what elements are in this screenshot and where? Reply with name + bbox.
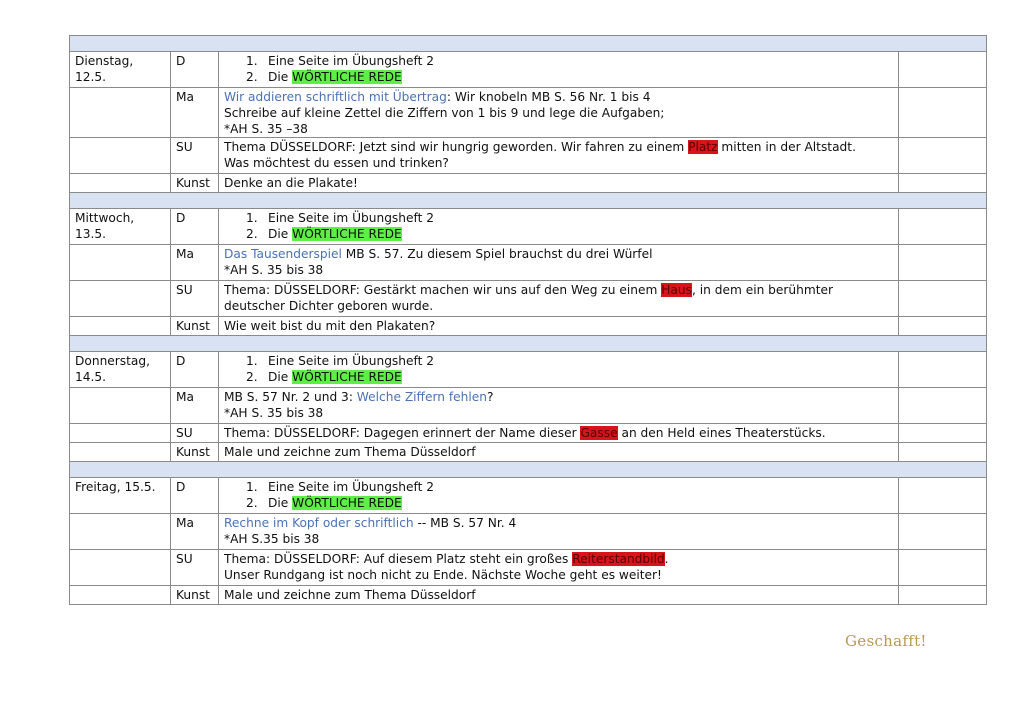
day-cell — [70, 174, 171, 193]
day-cell — [70, 52, 171, 88]
separator-row — [70, 336, 987, 352]
task-text: *AH S. 35 –38 — [224, 122, 308, 136]
extra-cell — [899, 138, 987, 174]
task-cell: Denke an die Plakate! — [219, 174, 899, 193]
extra-cell — [899, 88, 987, 138]
table-row — [70, 317, 987, 336]
extra-cell — [899, 550, 987, 586]
table-row — [70, 586, 987, 605]
task-cell: Male und zeichne zum Thema Düsseldorf — [219, 443, 899, 462]
highlight-red: Reiterstandbild — [572, 552, 665, 566]
extra-cell — [899, 478, 987, 514]
subject-cell: D — [171, 209, 219, 245]
table-row — [70, 209, 987, 245]
day-date: 13.5. — [75, 227, 107, 241]
list-item: 2. Die WÖRTLICHE REDE — [246, 70, 402, 84]
task-text: Was möchtest du essen und trinken? — [224, 156, 449, 170]
task-cell — [219, 52, 899, 88]
day-name: Mittwoch, — [75, 211, 135, 225]
task-cell: MB S. 57 Nr. 2 und 3: Welche Ziffern fehlen? *AH S. 35 bis 38 — [219, 388, 899, 424]
task-text: Unser Rundgang ist noch nicht zu Ende. Nächste Woche geht es weiter! — [224, 568, 662, 582]
subject-cell: D — [171, 352, 219, 388]
subject-cell: SU — [171, 138, 219, 174]
day-cell — [70, 443, 171, 462]
task-cell: Thema DÜSSELDORF: Jetzt sind wir hungrig geworden. Wir fahren zu einem Platz mitten in der Altstadt. Was möchtest du essen und trinken? — [219, 138, 899, 174]
extra-cell — [899, 52, 987, 88]
day-cell — [70, 478, 171, 514]
day-date: 12.5. — [75, 70, 107, 84]
task-cell: Wie weit bist du mit den Plakaten? — [219, 317, 899, 336]
extra-cell — [899, 424, 987, 443]
task-cell: Wir addieren schriftlich mit Übertrag: Wir knobeln MB S. 56 Nr. 1 bis 4 Schreibe auf kleine Zettel die Ziffern von 1 bis 9 und lege die Aufgaben; *AH S. 35 –38 — [219, 88, 899, 138]
day-cell — [70, 209, 171, 245]
done-label: Geschafft! — [845, 632, 927, 650]
table-row — [70, 245, 987, 281]
highlight-green: WÖRTLICHE REDE — [292, 496, 402, 510]
subject-cell: Ma — [171, 245, 219, 281]
extra-cell — [899, 174, 987, 193]
table-row — [70, 388, 987, 424]
task-cell: Rechne im Kopf oder schriftlich -- MB S. 57 Nr. 4 *AH S.35 bis 38 — [219, 514, 899, 550]
subject-cell: Ma — [171, 88, 219, 138]
task-cell: Thema: DÜSSELDORF: Auf diesem Platz steht ein großes Reiterstandbild. Unser Rundgang ist noch nicht zu Ende. Nächste Woche geht es weiter! — [219, 550, 899, 586]
task-text: Schreibe auf kleine Zettel die Ziffern von 1 bis 9 und lege die Aufgaben; — [224, 106, 665, 120]
list-item: 2. Die WÖRTLICHE REDE — [246, 227, 402, 241]
task-text: *AH S. 35 bis 38 — [224, 406, 324, 420]
weekly-plan-table — [69, 35, 987, 605]
separator-row — [70, 462, 987, 478]
highlight-green: WÖRTLICHE REDE — [292, 370, 402, 384]
task-link[interactable]: Das Tausenderspiel — [224, 247, 342, 261]
table-row — [70, 478, 987, 514]
extra-cell — [899, 317, 987, 336]
task-cell — [219, 209, 899, 245]
extra-cell — [899, 388, 987, 424]
list-item: 2. Die WÖRTLICHE REDE — [246, 496, 402, 510]
task-cell: Male und zeichne zum Thema Düsseldorf — [219, 586, 899, 605]
extra-cell — [899, 352, 987, 388]
day-name: Freitag, 15.5. — [75, 480, 156, 494]
table-row — [70, 443, 987, 462]
day-cell — [70, 550, 171, 586]
day-cell — [70, 88, 171, 138]
task-text: *AH S.35 bis 38 — [224, 532, 320, 546]
extra-cell — [899, 281, 987, 317]
day-cell — [70, 388, 171, 424]
table-row — [70, 52, 987, 88]
subject-cell: SU — [171, 281, 219, 317]
list-item: 2. Die WÖRTLICHE REDE — [246, 370, 402, 384]
day-cell — [70, 352, 171, 388]
day-cell — [70, 514, 171, 550]
subject-cell: SU — [171, 550, 219, 586]
table-row — [70, 88, 987, 138]
separator-row — [70, 36, 987, 52]
day-cell — [70, 138, 171, 174]
day-name: Dienstag, — [75, 54, 134, 68]
task-text: *AH S. 35 bis 38 — [224, 263, 324, 277]
separator-row — [70, 193, 987, 209]
subject-cell: Ma — [171, 388, 219, 424]
highlight-red: Haus — [661, 283, 692, 297]
subject-cell: Ma — [171, 514, 219, 550]
day-name: Donnerstag, — [75, 354, 151, 368]
day-cell — [70, 281, 171, 317]
task-cell — [219, 478, 899, 514]
task-link[interactable]: Wir addieren schriftlich mit Übertrag — [224, 90, 447, 104]
table-row — [70, 514, 987, 550]
table-row — [70, 281, 987, 317]
table-row — [70, 174, 987, 193]
highlight-green: WÖRTLICHE REDE — [292, 227, 402, 241]
task-cell: Thema: DÜSSELDORF: Gestärkt machen wir uns auf den Weg zu einem Haus, in dem ein berühmter deutscher Dichter geboren wurde. — [219, 281, 899, 317]
day-date: 14.5. — [75, 370, 107, 384]
list-item: 1. Eine Seite im Übungsheft 2 — [246, 480, 434, 494]
day-cell — [70, 424, 171, 443]
extra-cell — [899, 514, 987, 550]
list-item: 1. Eine Seite im Übungsheft 2 — [246, 211, 434, 225]
task-cell — [219, 352, 899, 388]
highlight-green: WÖRTLICHE REDE — [292, 70, 402, 84]
table-row — [70, 424, 987, 443]
subject-cell: D — [171, 52, 219, 88]
task-link[interactable]: Welche Ziffern fehlen — [356, 390, 487, 404]
highlight-red: Gasse — [580, 426, 618, 440]
table-row — [70, 352, 987, 388]
day-cell — [70, 586, 171, 605]
highlight-red: Platz — [688, 140, 718, 154]
task-link[interactable]: Rechne im Kopf oder schriftlich — [224, 516, 414, 530]
extra-cell — [899, 443, 987, 462]
subject-cell: Kunst — [171, 174, 219, 193]
table-row — [70, 550, 987, 586]
subject-cell: Kunst — [171, 586, 219, 605]
task-cell: Das Tausenderspiel MB S. 57. Zu diesem Spiel brauchst du drei Würfel *AH S. 35 bis 38 — [219, 245, 899, 281]
task-cell: Thema: DÜSSELDORF: Dagegen erinnert der Name dieser Gasse an den Held eines Theaterstücks. — [219, 424, 899, 443]
extra-cell — [899, 209, 987, 245]
subject-cell: SU — [171, 424, 219, 443]
subject-cell: D — [171, 478, 219, 514]
extra-cell — [899, 586, 987, 605]
table-row — [70, 138, 987, 174]
day-cell — [70, 317, 171, 336]
list-item: 1. Eine Seite im Übungsheft 2 — [246, 54, 434, 68]
list-item: 1. Eine Seite im Übungsheft 2 — [246, 354, 434, 368]
subject-cell: Kunst — [171, 443, 219, 462]
extra-cell — [899, 245, 987, 281]
day-cell — [70, 245, 171, 281]
task-text: deutscher Dichter geboren wurde. — [224, 299, 434, 313]
subject-cell: Kunst — [171, 317, 219, 336]
